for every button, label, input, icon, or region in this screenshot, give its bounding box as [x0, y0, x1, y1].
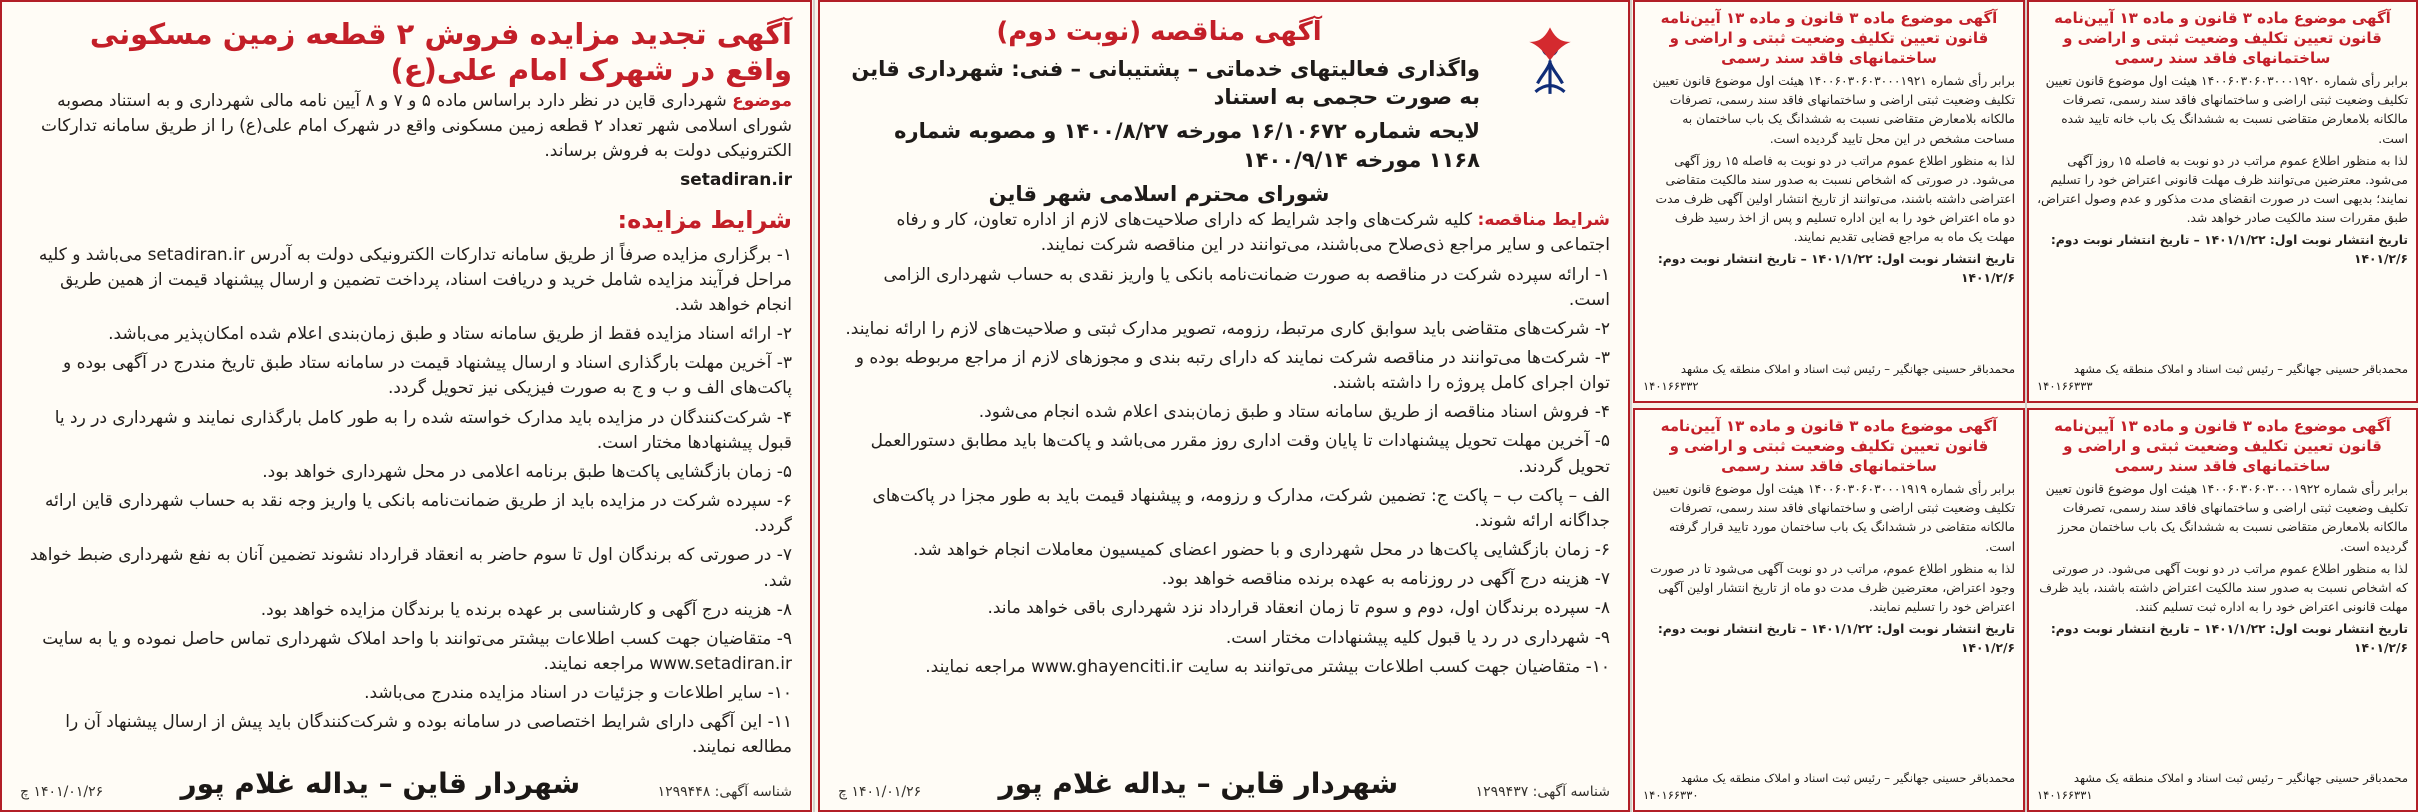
- auction-date-code: ۱۴۰۱/۰۱/۲۶ چ: [20, 784, 104, 800]
- registry-notice-3-body: [1643, 480, 2015, 657]
- registry-notice-4: [2027, 408, 2418, 812]
- registry-notice-1-footer: [1643, 362, 2015, 395]
- tender-item-11: ۱۰- متقاضیان جهت کسب اطلاعات بیشتر می‌توانند به سایت www.ghayenciti.ir مراجعه نمایند.: [925, 656, 1610, 677]
- auction-item-2: ۲- ارائه اسناد مزایده فقط از طریق سامانه ستاد و طبق زمان‌بندی اعلام شده امکان‌پذیر می‌باشد.: [108, 324, 792, 345]
- tender-lead: [838, 208, 1610, 258]
- registry-notice-3-paragraph-2: لذا به منظور اطلاع عموم، مراتب در دو نوبت آگهی می‌شود تا در صورت وجود اعتراض، معترضین ظرف مدت دو ماه از تاریخ انتشار اولین آگهی اعتراض خود را تسلیم نمایند.: [1650, 561, 2015, 614]
- registry-notice-1-body: [1643, 72, 2015, 288]
- tender-lead-text: کلیه شرکت‌های واجد شرایط که دارای صلاحیت‌های لازم از اداره تعاون، کار و رفاه اجتماعی و سایر مراجع ذی‌صلاح می‌باشند، می‌توانند در این مناقصه شرکت نمایند.: [896, 210, 1610, 256]
- auction-title: آگهی تجدید مزایده فروش ۲ قطعه زمین مسکونی واقع در شهرک امام علی(ع): [89, 17, 792, 88]
- registry-notice-2: [2027, 0, 2418, 403]
- auction-signature: شهردار قاین – یداله غلام پور: [180, 767, 581, 800]
- auction-header: [20, 16, 792, 89]
- tender-item-10: ۹- شهرداری در رد یا قبول کلیه پیشنهادات مختار است.: [1225, 627, 1610, 648]
- registry-notice-1: [1633, 0, 2025, 403]
- auction-item-10: ۱۰- سایر اطلاعات و جزئیات در اسناد مزایده مندرج می‌باشد.: [364, 683, 792, 704]
- auction-intro: [20, 89, 792, 164]
- registry-notice-3-paragraph-3: تاریخ انتشار نوبت اول: ۱۴۰۱/۱/۲۲ – تاریخ انتشار نوبت دوم: ۱۴۰۱/۲/۶: [1657, 621, 2015, 655]
- registry-notice-1-code: ۱۴۰۱۶۶۳۳۲: [1643, 379, 1699, 394]
- tender-item-8: ۷- هزینه درج آگهی در روزنامه به عهده برنده مناقصه خواهد بود.: [1161, 569, 1610, 590]
- tender-item-3: ۳- شرکت‌ها می‌توانند در مناقصه شرکت نمایند که دارای رتبه بندی و مجوزهای لازم از مراجع مربوطه بوده و توان اجرای کامل پروژه را داشته باشند.: [855, 348, 1610, 394]
- tender-conditions-label: شرایط مناقصه:: [1477, 210, 1610, 231]
- registry-notice-3: [1633, 408, 2025, 812]
- auction-website-line: [20, 168, 792, 193]
- tender-subtitle-3: شورای محترم اسلامی شهر قاین: [988, 181, 1330, 206]
- tender-print-code: شناسه آگهی: ۱۲۹۹۴۳۷: [1475, 784, 1610, 800]
- tender-item-7: ۶- زمان بازگشایی پاکت‌ها در محل شهرداری و با حضور اعضای کمیسیون معاملات انجام خواهد شد.: [912, 540, 1610, 561]
- auction-item-9: ۹- متقاضیان جهت کسب اطلاعات بیشتر می‌توانند با واحد املاک شهرداری تماس حاصل نموده و یا به سایت www.setadiran.ir مراجعه نمایند.: [42, 628, 792, 674]
- registry-notice-4-heading: آگهی موضوع ماده ۳ قانون و ماده ۱۳ آیین‌نامه قانون تعیین تکلیف وضعیت ثبتی و اراضی و ساختمانهای فاقد سند رسمی: [2054, 417, 2391, 475]
- auction-item-4: ۴- شرکت‌کنندگان در مزایده باید مدارک خواسته شده را به طور کامل بارگذاری نمایند و شهرداری در رد یا قبول پیشنهادها مختار است.: [54, 407, 792, 453]
- municipality-logo: [1490, 16, 1610, 126]
- tender-body: [838, 208, 1610, 680]
- registry-notice-1-heading: آگهی موضوع ماده ۳ قانون و ماده ۱۳ آیین‌نامه قانون تعیین تکلیف وضعیت ثبتی و اراضی و ساختمانهای فاقد سند رسمی: [1660, 9, 1998, 67]
- auction-conditions-list: [20, 243, 792, 761]
- registry-notice-1-paragraph-2: لذا به منظور اطلاع عموم مراتب در دو نوبت به فاصله ۱۵ روز آگهی می‌شود. در صورتی که اشخاص نسبت به صدور سند مالکیت متقاضی اعتراضی داشته باشند، می‌توانند از تاریخ انتشار اولین آگهی ظرف مدت دو ماه اعتراض خود را به این اداره تسلیم و پس از اخذ رسید ظرف مهلت یک ماه به مراجع قضایی تقدیم نمایند.: [1655, 153, 2015, 244]
- tender-item-6: الف – پاکت ب – پاکت ج: تضمین شرکت، مدارک و رزومه، و پیشنهاد قیمت باید به طور مجزا در پاکت‌های جداگانه ارائه شوند.: [872, 485, 1610, 531]
- registry-notice-2-body: [2037, 72, 2408, 268]
- auction-intro-text: شهرداری قاین در نظر دارد براساس ماده ۵ و ۷ و ۸ آیین نامه مالی شهرداری و به استناد مصوبه شورای اسلامی شهر تعداد ۲ قطعه زمین مسکونی واقع در شهرک امام علی(ع) را از طریق سامانه تدارکات الکترونیکی دولت به فروش برساند.: [41, 90, 792, 161]
- registry-notice-4-footer: [2037, 771, 2408, 804]
- auction-item-7: ۷- در صورتی که برندگان اول تا سوم حاضر به انعقاد قرارداد نشوند تضمین آنان به نفع شهرداری ضبط خواهد شد.: [29, 545, 792, 591]
- municipality-logo-icon: [1498, 19, 1602, 123]
- registry-notice-2-paragraph-3: تاریخ انتشار نوبت اول: ۱۴۰۱/۱/۲۲ – تاریخ انتشار نوبت دوم: ۱۴۰۱/۲/۶: [2050, 232, 2408, 266]
- registry-notice-2-code: ۱۴۰۱۶۶۳۳۳: [2037, 379, 2093, 394]
- tender-item-9: ۸- سپرده برندگان اول، دوم و سوم تا زمان انعقاد قرارداد نزد شهرداری باقی خواهد ماند.: [987, 598, 1610, 619]
- registry-notice-1-paragraph-1: برابر رأی شماره ۱۴۰۰۶۰۳۰۶۰۳۰۰۰۱۹۲۱ هیئت اول موضوع قانون تعیین تکلیف وضعیت ثبتی اراضی و ساختمانهای فاقد سند رسمی، تصرفات مالکانه بلامعارض متقاضی نسبت به ششدانگ یک باب ساختمان به مساحت مشخص در این محل تایید گردیده است.: [1652, 74, 2015, 146]
- auction-print-code: شناسه آگهی: ۱۲۹۹۴۴۸: [657, 784, 792, 800]
- auction-item-6: ۶- سپرده شرکت در مزایده باید از طریق ضمانت‌نامه بانکی یا واریز وجه نقد به حساب شهرداری قاین ارائه گردد.: [45, 491, 792, 537]
- auction-item-8: ۸- هزینه درج آگهی و کارشناسی بر عهده برنده یا برندگان مزایده خواهد بود.: [260, 599, 792, 620]
- tender-notice: [818, 0, 1630, 812]
- registry-notice-4-signature: محمدباقر حسینی جهانگیر – رئیس ثبت اسناد و املاک منطقه یک مشهد: [2073, 770, 2408, 785]
- auction-website[interactable]: setadiran.ir: [680, 169, 792, 190]
- tender-conditions-list: [838, 263, 1610, 680]
- tender-item-4: ۴- فروش اسناد مناقصه از طریق سامانه ستاد و طبق زمان‌بندی اعلام شده انجام می‌شود.: [978, 402, 1610, 423]
- registry-notice-1-signature: محمدباقر حسینی جهانگیر – رئیس ثبت اسناد و املاک منطقه یک مشهد: [1680, 361, 2015, 376]
- auction-item-5: ۵- زمان بازگشایی پاکت‌ها طبق برنامه اعلامی در محل شهرداری خواهد بود.: [262, 461, 792, 482]
- auction-body: [20, 89, 792, 761]
- registry-notice-2-paragraph-1: برابر رأی شماره ۱۴۰۰۶۰۳۰۶۰۳۰۰۰۱۹۲۰ هیئت اول موضوع قانون تعیین تکلیف وضعیت ثبتی اراضی و ساختمانهای فاقد سند رسمی، تصرفات مالکانه بلامعارض متقاضی نسبت به ششدانگ یک باب خانه تایید شده است.: [2045, 74, 2408, 146]
- tender-item-5: ۵- آخرین مهلت تحویل پیشنهادات تا پایان وقت اداری روز مقرر می‌باشد و پاکت‌ها باید مطابق دستورالعمل تحویل گردند.: [870, 431, 1610, 477]
- tender-footer: [838, 767, 1610, 800]
- column-divider-2: [1630, 0, 1632, 812]
- auction-item-3: ۳- آخرین مهلت بارگذاری اسناد و ارسال پیشنهاد قیمت در سامانه ستاد طبق تاریخ مندرج در آگهی بوده و پاکت‌های الف و ب و ج به صورت فیزیکی نیز تحویل گردد.: [62, 353, 792, 399]
- auction-item-1: ۱- برگزاری مزایده صرفاً از طریق سامانه تدارکات الکترونیکی دولت به آدرس setadiran.ir می‌باشد و کلیه مراحل فرآیند مزایده شامل خرید و دریافت اسناد، پرداخت تضمین و ارسال پیشنهاد قیمت از همین طریق انجام خواهد شد.: [38, 244, 792, 315]
- registry-notice-4-body: [2037, 480, 2408, 657]
- registry-notice-4-paragraph-1: برابر رأی شماره ۱۴۰۰۶۰۳۰۶۰۳۰۰۰۱۹۲۲ هیئت اول موضوع قانون تعیین تکلیف وضعیت ثبتی اراضی و ساختمانهای فاقد سند رسمی، تصرفات مالکانه بلامعارض متقاضی نسبت به ششدانگ یک باب ساختمان محرز گردیده است.: [2045, 482, 2408, 554]
- tender-signature: شهردار قاین – یداله غلام پور: [998, 767, 1399, 800]
- registry-notice-3-heading: آگهی موضوع ماده ۳ قانون و ماده ۱۳ آیین‌نامه قانون تعیین تکلیف وضعیت ثبتی و اراضی و ساختمانهای فاقد سند رسمی: [1660, 417, 1998, 475]
- registry-notice-2-signature: محمدباقر حسینی جهانگیر – رئیس ثبت اسناد و املاک منطقه یک مشهد: [2073, 361, 2408, 376]
- auction-footer: [20, 767, 792, 800]
- registry-notice-4-code: ۱۴۰۱۶۶۳۳۱: [2037, 788, 2093, 803]
- tender-date-code: ۱۴۰۱/۰۱/۲۶ چ: [838, 784, 922, 800]
- tender-title: آگهی مناقصه (نوبت دوم): [996, 17, 1322, 47]
- auction-conditions-title: شرایط مزایده:: [617, 206, 792, 235]
- tender-heading-group: [838, 16, 1480, 208]
- auction-notice: [0, 0, 812, 812]
- auction-intro-label: موضوع: [732, 90, 792, 111]
- registry-notice-2-paragraph-2: لذا به منظور اطلاع عموم مراتب در دو نوبت به فاصله ۱۵ روز آگهی می‌شود. معترضین می‌توانند ظرف مهلت قانونی اعتراض خود را تسلیم نمایند؛ بدیهی است در صورت انقضای مدت مذکور و عدم وصول اعتراض، طبق مقررات سند مالکیت صادر خواهد شد.: [2037, 153, 2408, 225]
- auction-item-11: ۱۱- این آگهی دارای شرایط اختصاصی در سامانه بوده و شرکت‌کنندگان باید پیش از ارسال پیشنهاد آن را مطالعه نمایند.: [65, 712, 792, 758]
- registry-notice-4-paragraph-2: لذا به منظور اطلاع عموم مراتب در دو نوبت آگهی می‌شود. در صورتی که اشخاص نسبت به صدور سند مالکیت اعتراض داشته باشند، باید ظرف مهلت قانونی اعتراض خود را به اداره ثبت تسلیم کنند.: [2039, 561, 2408, 614]
- registry-notice-4-paragraph-3: تاریخ انتشار نوبت اول: ۱۴۰۱/۱/۲۲ – تاریخ انتشار نوبت دوم: ۱۴۰۱/۲/۶: [2050, 621, 2408, 655]
- registry-notice-2-heading: آگهی موضوع ماده ۳ قانون و ماده ۱۳ آیین‌نامه قانون تعیین تکلیف وضعیت ثبتی و اراضی و ساختمانهای فاقد سند رسمی: [2054, 9, 2391, 67]
- tender-subtitle-1: واگذاری فعالیتهای خدماتی – پشتیبانی – فنی: شهرداری قاین به صورت حجمی به استناد: [851, 56, 1480, 109]
- registry-notice-3-footer: [1643, 771, 2015, 804]
- tender-subtitle-2: لایحه شماره ۱۶/۱۰۶۷۲ مورخه ۱۴۰۰/۸/۲۷ و مصوبه شماره ۱۱۶۸ مورخه ۱۴۰۰/۹/۱۴: [894, 119, 1480, 172]
- registry-notice-2-footer: [2037, 362, 2408, 395]
- tender-item-1: ۱- ارائه سپرده شرکت در مناقصه به صورت ضمانت‌نامه بانکی یا واریز نقدی به حساب شهرداری الزامی است.: [883, 264, 1610, 310]
- tender-item-2: ۲- شرکت‌های متقاضی باید سوابق کاری مرتبط، رزومه، تصویر مدارک ثبتی و صلاحیت‌های لازم را ارائه نمایند.: [845, 318, 1610, 339]
- registry-notice-1-paragraph-3: تاریخ انتشار نوبت اول: ۱۴۰۱/۱/۲۲ – تاریخ انتشار نوبت دوم: ۱۴۰۱/۲/۶: [1657, 251, 2015, 285]
- registry-notice-3-paragraph-1: برابر رأی شماره ۱۴۰۰۶۰۳۰۶۰۳۰۰۰۱۹۱۹ هیئت اول موضوع قانون تعیین تکلیف وضعیت ثبتی اراضی و ساختمانهای فاقد سند رسمی، تصرفات مالکانه متقاضی در ششدانگ یک باب ساختمان مورد تایید قرار گرفته است.: [1652, 482, 2015, 554]
- registry-notice-3-signature: محمدباقر حسینی جهانگیر – رئیس ثبت اسناد و املاک منطقه یک مشهد: [1680, 770, 2015, 785]
- tender-header: [838, 16, 1610, 208]
- registry-notice-3-code: ۱۴۰۱۶۶۳۳۰: [1643, 788, 1699, 803]
- column-divider-1: [813, 0, 815, 812]
